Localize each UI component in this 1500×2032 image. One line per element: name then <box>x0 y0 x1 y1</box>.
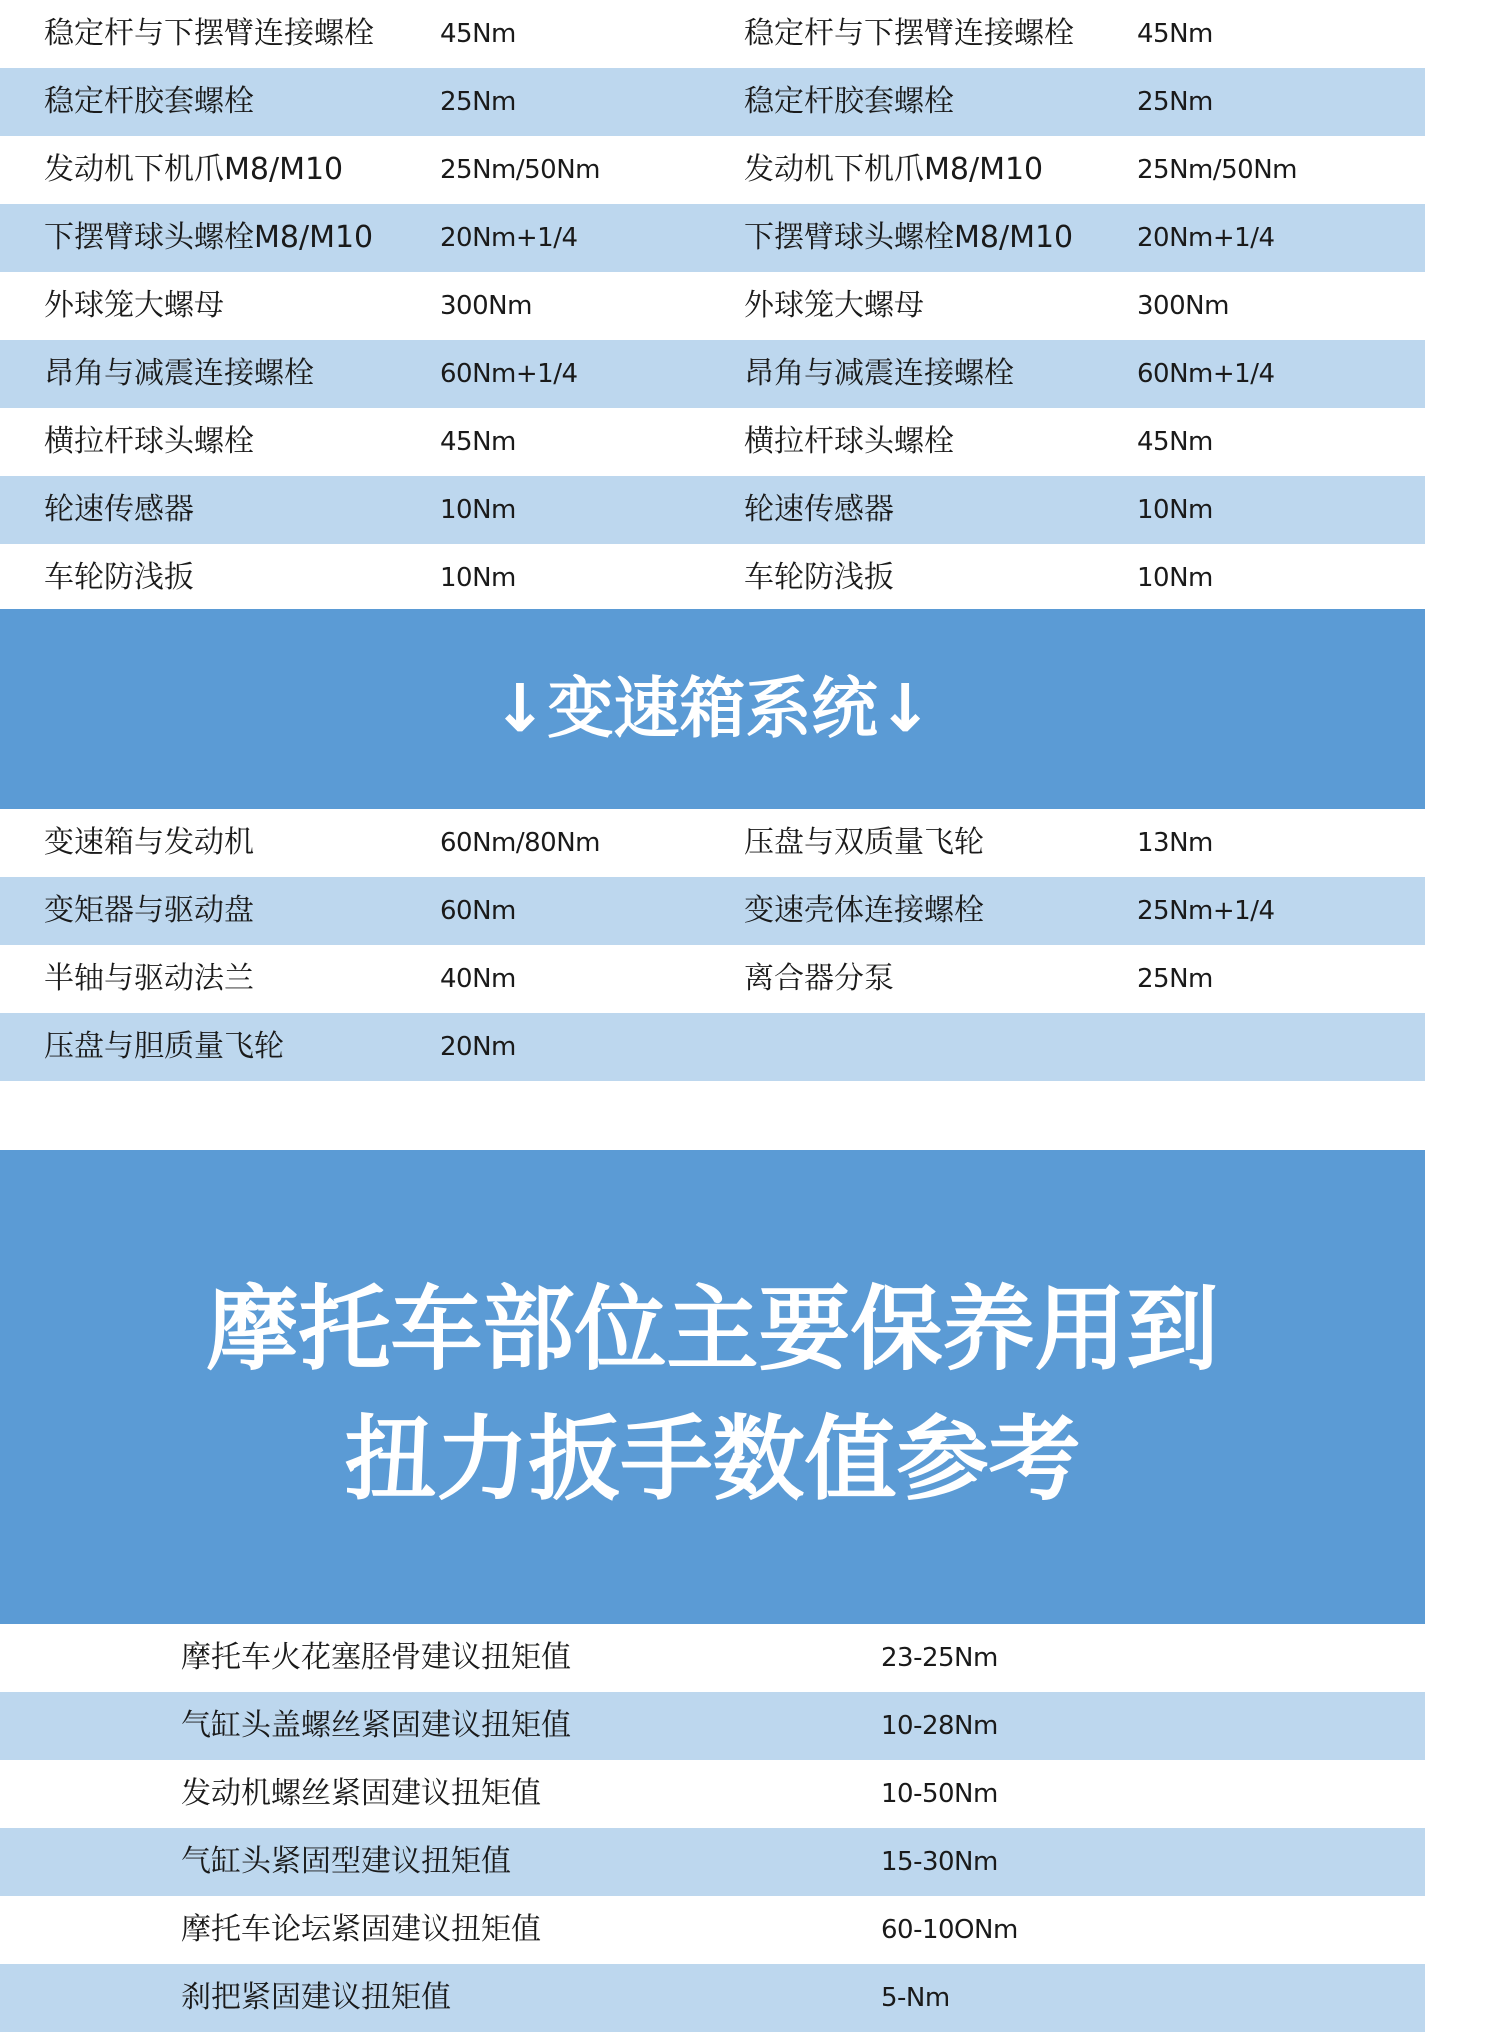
torque-value-left: 25Nm <box>440 87 516 117</box>
torque-value: 23-25Nm <box>881 1643 998 1673</box>
part-name-left: 轮速传感器 <box>44 492 194 527</box>
table-row <box>0 877 1425 945</box>
part-name-left: 下摆臂球头螺栓M8/M10 <box>44 220 374 255</box>
torque-value-left: 45Nm <box>440 19 516 49</box>
motorcycle-torque-table <box>0 1624 1425 2032</box>
table-row <box>0 544 1425 612</box>
gearbox-section-title: ↓变速箱系统↓ <box>492 670 933 747</box>
torque-value-right: 25Nm <box>1137 964 1213 994</box>
table-row <box>0 1828 1425 1896</box>
torque-value-right: 20Nm+1/4 <box>1137 223 1275 253</box>
torque-value-left: 300Nm <box>440 291 532 321</box>
table-row <box>0 1624 1425 1692</box>
gearbox-section-banner <box>0 609 1425 809</box>
part-name-right: 车轮防浅扳 <box>744 560 894 595</box>
part-name-left: 车轮防浅扳 <box>44 560 194 595</box>
part-name-right: 昂角与减震连接螺栓 <box>744 356 1014 391</box>
torque-value: 5-Nm <box>881 1983 950 2013</box>
table-row <box>0 1692 1425 1760</box>
torque-value-right: 25Nm/50Nm <box>1137 155 1297 185</box>
part-name-right: 稳定杆与下摆臂连接螺栓 <box>744 16 1074 51</box>
torque-value-right: 60Nm+1/4 <box>1137 359 1275 389</box>
table-row <box>0 272 1425 340</box>
torque-value-right: 13Nm <box>1137 828 1213 858</box>
torque-value: 10-50Nm <box>881 1779 998 1809</box>
part-name-left: 变速箱与发动机 <box>44 825 254 860</box>
torque-value: 15-30Nm <box>881 1847 998 1877</box>
torque-value-left: 10Nm <box>440 563 516 593</box>
motorcycle-banner-title-line1: 摩托车部位主要保养用到 <box>206 1276 1219 1383</box>
torque-value-right: 45Nm <box>1137 427 1213 457</box>
part-name-left: 外球笼大螺母 <box>44 288 224 323</box>
torque-value-right: 25Nm+1/4 <box>1137 896 1275 926</box>
part-name-left: 横拉杆球头螺栓 <box>44 424 254 459</box>
part-name-right: 下摆臂球头螺栓M8/M10 <box>744 220 1074 255</box>
part-name-left: 半轴与驱动法兰 <box>44 961 254 996</box>
torque-value: 10-28Nm <box>881 1711 998 1741</box>
part-name-left: 稳定杆胶套螺栓 <box>44 84 254 119</box>
table-row <box>0 408 1425 476</box>
part-name-right: 离合器分泵 <box>744 961 894 996</box>
motorcycle-banner-title-line2: 扭力扳手数值参考 <box>344 1406 1081 1513</box>
part-name-right: 压盘与双质量飞轮 <box>744 825 984 860</box>
part-name: 发动机螺丝紧固建议扭矩值 <box>181 1776 541 1811</box>
chassis-torque-table <box>0 0 1425 612</box>
table-row <box>0 1964 1425 2032</box>
part-name-right: 变速壳体连接螺栓 <box>744 893 984 928</box>
torque-value-left: 20Nm <box>440 1032 516 1062</box>
part-name: 气缸头紧固型建议扭矩值 <box>181 1844 511 1879</box>
table-row <box>0 136 1425 204</box>
part-name-left: 昂角与减震连接螺栓 <box>44 356 314 391</box>
torque-value-right: 10Nm <box>1137 495 1213 525</box>
part-name-left: 变矩器与驱动盘 <box>44 893 254 928</box>
torque-value: 60-10ONm <box>881 1915 1018 1945</box>
table-row <box>0 68 1425 136</box>
part-name-right: 外球笼大螺母 <box>744 288 924 323</box>
torque-value-right: 45Nm <box>1137 19 1213 49</box>
table-row <box>0 0 1425 68</box>
torque-value-left: 45Nm <box>440 427 516 457</box>
torque-value-left: 20Nm+1/4 <box>440 223 578 253</box>
table-row <box>0 204 1425 272</box>
part-name-left: 稳定杆与下摆臂连接螺栓 <box>44 16 374 51</box>
table-row <box>0 1013 1425 1081</box>
torque-value-right: 25Nm <box>1137 87 1213 117</box>
part-name: 刹把紧固建议扭矩值 <box>181 1980 451 2015</box>
part-name-right: 横拉杆球头螺栓 <box>744 424 954 459</box>
part-name-left: 发动机下机爪M8/M10 <box>44 152 344 187</box>
part-name-right: 发动机下机爪M8/M10 <box>744 152 1044 187</box>
torque-value-right: 300Nm <box>1137 291 1229 321</box>
motorcycle-section-banner <box>0 1150 1425 1624</box>
gearbox-torque-table <box>0 809 1425 1081</box>
part-name: 摩托车火花塞胫骨建议扭矩值 <box>181 1640 571 1675</box>
torque-value-left: 60Nm <box>440 896 516 926</box>
part-name-left: 压盘与胆质量飞轮 <box>44 1029 284 1064</box>
table-row <box>0 809 1425 877</box>
torque-value-right: 10Nm <box>1137 563 1213 593</box>
table-row <box>0 1896 1425 1964</box>
table-row <box>0 1760 1425 1828</box>
torque-value-left: 60Nm+1/4 <box>440 359 578 389</box>
torque-value-left: 25Nm/50Nm <box>440 155 600 185</box>
torque-value-left: 40Nm <box>440 964 516 994</box>
torque-value-left: 60Nm/80Nm <box>440 828 600 858</box>
table-row <box>0 476 1425 544</box>
part-name-right: 轮速传感器 <box>744 492 894 527</box>
table-row <box>0 945 1425 1013</box>
torque-value-left: 10Nm <box>440 495 516 525</box>
table-row <box>0 340 1425 408</box>
part-name: 气缸头盖螺丝紧固建议扭矩值 <box>181 1708 571 1743</box>
part-name-right: 稳定杆胶套螺栓 <box>744 84 954 119</box>
part-name: 摩托车论坛紧固建议扭矩值 <box>181 1912 541 1947</box>
